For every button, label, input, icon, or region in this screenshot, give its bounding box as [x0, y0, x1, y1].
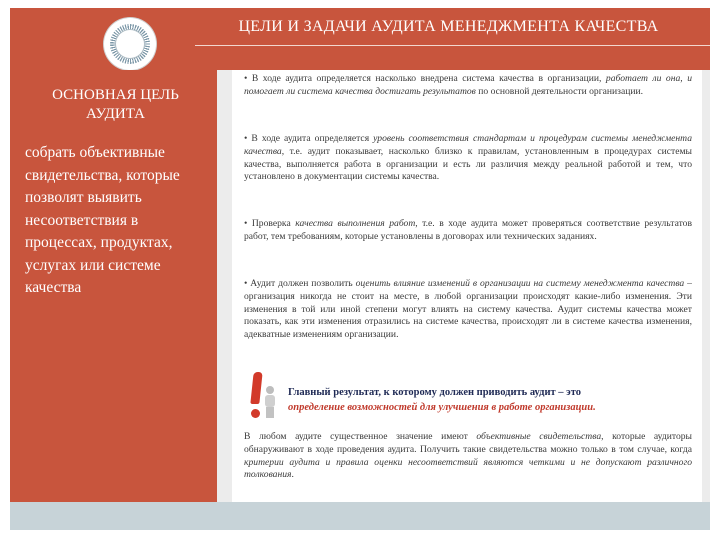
p3-text-a: • Проверка [244, 218, 296, 229]
figure-legs [266, 407, 274, 418]
header-divider [195, 45, 710, 46]
figure-body [265, 395, 275, 407]
page-title: ЦЕЛИ И ЗАДАЧИ АУДИТА МЕНЕДЖМЕНТА КАЧЕСТВА [238, 18, 659, 35]
badge-ring-icon [110, 24, 150, 64]
p1-text-c: по основной деятельности организации. [475, 85, 644, 97]
p3-emphasis: качества выполнения работ [295, 218, 416, 229]
p1-emphasis: работает ли она, и помогает ли система качества достигать результатов [244, 73, 692, 97]
sidebar [10, 70, 217, 502]
p2-text-a: • В ходе аудита определяется [244, 133, 374, 144]
p3-text-c: , т.е. в ходе аудита может проверяться соответствие результатов работ, тем требованиям, которые установлены в договорах или технических заданиях. [244, 218, 692, 242]
p4-emphasis: оценить влияние изменений в организации на систему менеджмента качества [355, 278, 685, 289]
p5-text-c: , которые аудиторы обнаруживают в ходе проведения аудита. Получить такие свидетельства можно только в том случае, когда [244, 431, 692, 455]
key-result-callout [288, 385, 688, 415]
paragraph-2 [244, 133, 692, 184]
badge-circle-icon [104, 18, 156, 70]
paragraph-3 [244, 218, 692, 244]
p1-text-a: • В ходе аудита определяется насколько внедрена система качества в организации, [244, 73, 606, 84]
p4-text-c: – организация никогда не стоит на месте, в любой организации происходят какие-либо изменения. Эти изменения в той или иной степени могут влиять на систему качества. Аудит системы качества может показать, как эти изменения отразились на системе качества, происходят ли в системе качества изменения, адекватные изменениям организации. [244, 278, 692, 341]
sidebar-text: собрать объективные свидетельства, которые позволят выявить несоответствия в процессах, продуктах, услугах или системе качества [25, 144, 180, 296]
person-figure-icon [262, 386, 278, 418]
p5-emphasis-2: критерии аудита и правила оценки несоответствий являются четкими и не допускают различного толкования [244, 456, 692, 481]
sidebar-title [20, 86, 211, 124]
paragraph-5 [244, 431, 692, 482]
main-content [232, 70, 702, 502]
paragraph-4 [244, 278, 692, 342]
sidebar-title-line1: ОСНОВНАЯ ЦЕЛЬ [52, 87, 179, 103]
sidebar-title-line2: АУДИТА [86, 106, 145, 122]
p2-text-c: , т.е. аудит показывает, насколько близко к правилам, установленным в процедурах системы качества, выполняется работа в организации и есть ли различия между реальной работой и тем, что установлено в документации системы качества. [244, 145, 692, 183]
exclamation-bar [250, 372, 262, 404]
p5-text-e: . [291, 469, 294, 481]
p5-emphasis-1: объективные свидетельства [476, 431, 602, 442]
callout-line1: Главный результат, к которому должен приводить аудит – это [288, 387, 581, 398]
footer-bar [10, 502, 710, 530]
callout-line2: определение возможностей для улучшения в работе организации. [288, 402, 596, 413]
paragraph-1 [244, 73, 692, 99]
p4-text-a: • Аудит должен позволить [244, 278, 356, 289]
figure-head [266, 386, 274, 394]
p5-text-a: В любом аудите существенное значение имеют [244, 431, 477, 442]
p2-emphasis: уровень соответствия стандартам и процедурам системы менеджмента качества [244, 133, 692, 157]
exclamation-dot [251, 409, 260, 418]
